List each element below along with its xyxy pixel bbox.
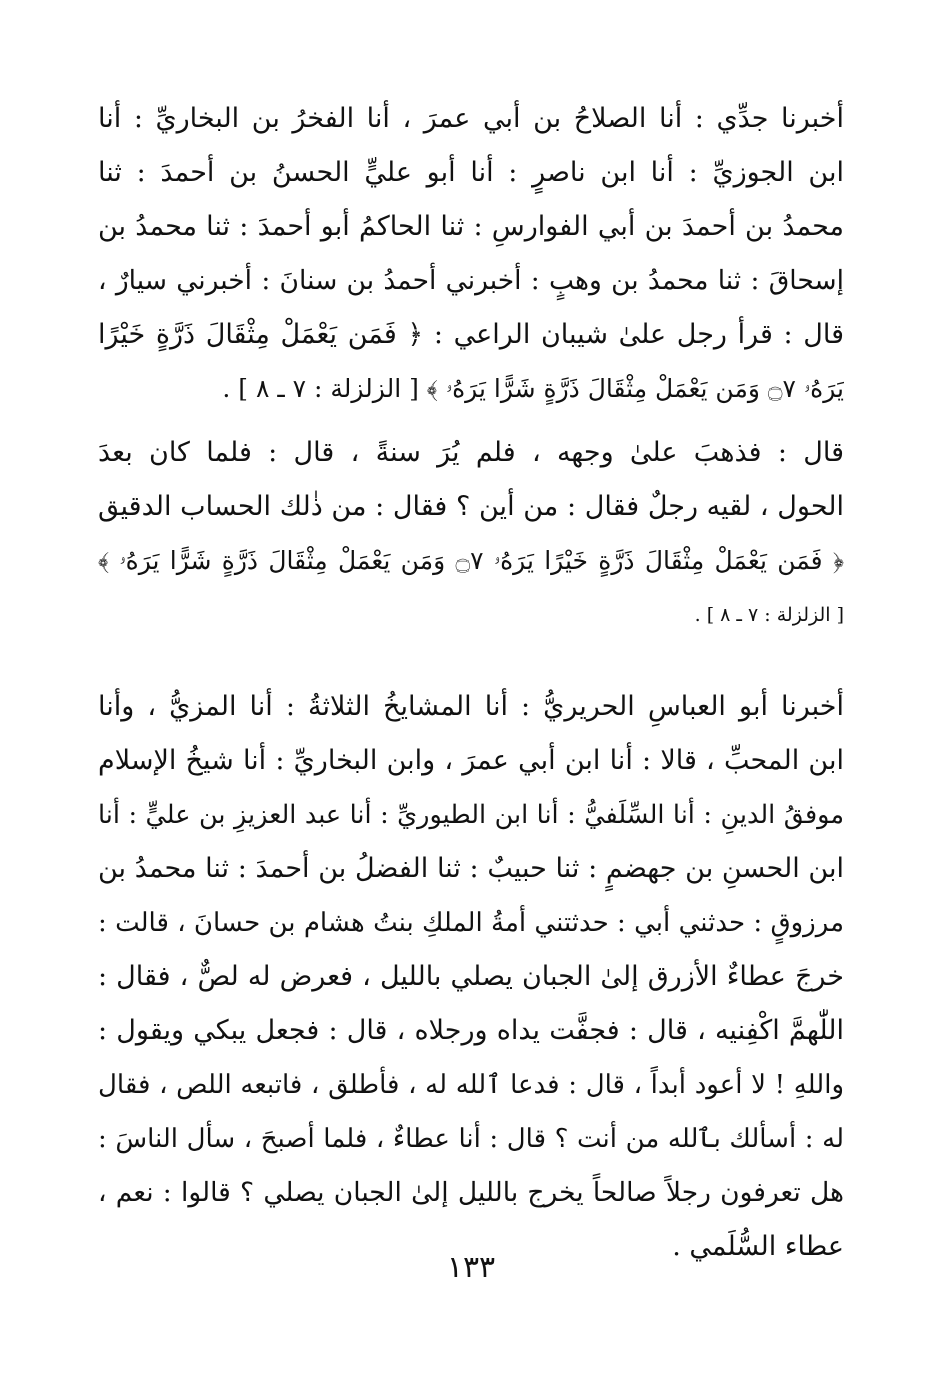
- text-line: قال : فذهبَ علىٰ وجهه ، فلم يُرَ سنةً ، قال : فلما كان بعدَ: [98, 437, 844, 468]
- text-line: خرجَ عطاءٌ الأزرق إلىٰ الجبان يصلي بالليل ، فعرض له لصٌّ ، فقال :: [98, 961, 844, 992]
- text-line: أخبرنا أبو العباسِ الحريريُّ : أنا المشايخُ الثلاثةُ : أنا المزيُّ ، وأنا: [98, 691, 844, 722]
- text-line: إسحاقَ : ثنا محمدُ بن وهبٍ : أخبرني أحمدُ بن سنانَ : أخبرني سيارٌ ،: [98, 265, 844, 296]
- text-line: قال : قرأ رجل علىٰ شيبان الراعي : ﴿ فَمَن يَعْمَلْ مِثْقَالَ ذَرَّةٍ خَيْرًا: [98, 319, 844, 350]
- paragraph-1: [98, 92, 844, 416]
- text-line: محمدُ بن أحمدَ بن أبي الفوارسِ : ثنا الحاكمُ أبو أحمدَ : ثنا محمدُ بن: [98, 211, 844, 242]
- text-line: له : أسألك بٱلله من أنت ؟ قال : أنا عطاءٌ ، فلما أصبحَ ، سأل الناسَ :: [98, 1124, 844, 1154]
- text-line: موفقُ الدينِ : أنا السِّلَفيُّ : أنا ابن الطيوريِّ : أنا عبد العزيزِ بن عليٍّ : أنا: [98, 800, 844, 830]
- book-page: [98, 92, 844, 1374]
- paragraph-2: [98, 426, 844, 656]
- text-line: اللّٰهمَّ اكْفِنيه ، قال : فجفَّت يداه ورجلاه ، قال : فجعل يبكي ويقول :: [98, 1015, 844, 1046]
- page-number: ١٣٣: [446, 1250, 496, 1285]
- text-line: الحول ، لقيه رجلٌ فقال : من أين ؟ فقال : من ذٰلك الحساب الدقيق: [98, 491, 844, 522]
- quran-verse-line: ﴿ فَمَن يَعْمَلْ مِثْقَالَ ذَرَّةٍ خَيْرًا يَرَهُۥ ۝٧ وَمَن يَعْمَلْ مِثْقَالَ ذَرَّةٍ شَرًّا يَرَهُۥ ﴾: [98, 546, 844, 575]
- paragraph-3: [98, 680, 844, 1274]
- text-line: مرزوقٍ : حدثني أبي : حدثتني أمةُ الملكِ بنتُ هشام بن حسانَ ، قالت :: [98, 908, 844, 938]
- text-line: ابن الحسنِ بن جهضمٍ : ثنا حبيبٌ : ثنا الفضلُ بن أحمدَ : ثنا محمدُ بن: [98, 853, 844, 884]
- text-line: ابن الجوزيِّ : أنا ابن ناصرٍ : أنا أبو عليٍّ الحسنُ بن أحمدَ : ثنا: [98, 157, 844, 188]
- text-line: أخبرنا جدِّي : أنا الصلاحُ بن أبي عمرَ ، أنا الفخرُ بن البخاريِّ : أنا: [98, 103, 844, 134]
- verse-reference: [ الزلزلة : ٧ ـ ٨ ] .: [694, 604, 844, 626]
- text-line: واللهِ ! لا أعود أبداً ، قال : فدعا ٱلله له ، فأطلق ، فاتبعه اللص ، فقال: [98, 1070, 844, 1100]
- text-line: عطاء السُّلَمي .: [672, 1231, 844, 1262]
- text-line: ابن المحبِّ ، قالا : أنا ابن أبي عمرَ ، وابن البخاريِّ : أنا شيخُ الإسلام: [98, 745, 844, 776]
- quran-verse-line: يَرَهُۥ ۝٧ وَمَن يَعْمَلْ مِثْقَالَ ذَرَّةٍ شَرًّا يَرَهُۥ ﴾ [ الزلزلة : ٧ ـ ٨ ] .: [222, 374, 844, 403]
- text-line: هل تعرفون رجلاً صالحاً يخرج بالليل إلىٰ الجبان يصلي ؟ قالوا : نعم ،: [98, 1177, 844, 1208]
